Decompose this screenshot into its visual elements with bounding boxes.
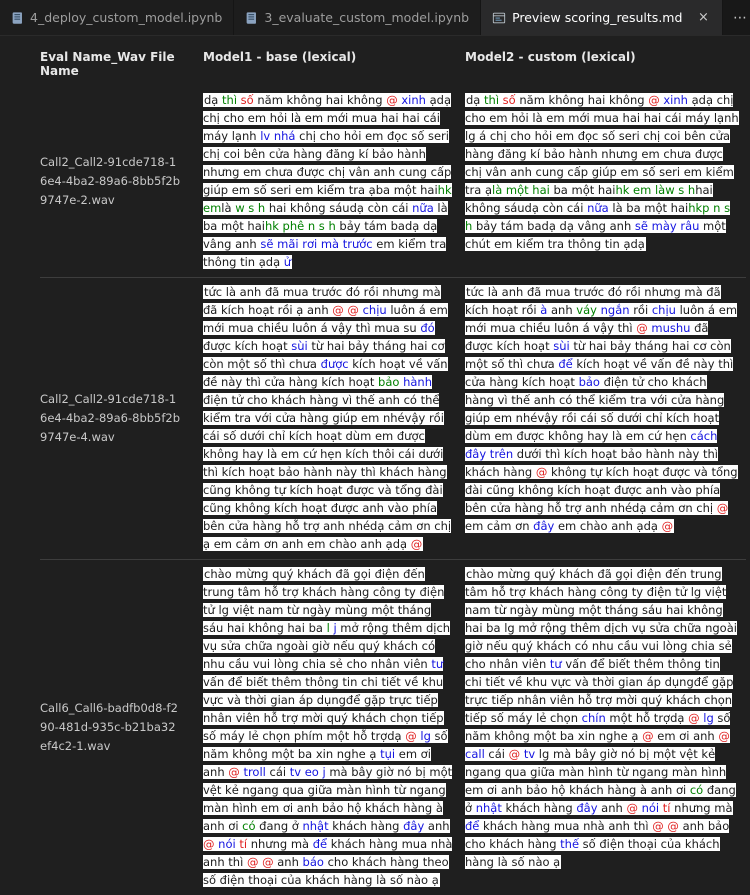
- col-header-model2: Model2 - custom (lexical): [465, 50, 636, 64]
- model1-transcript: tức là anh đã mua trước đó rồi nhưng mà đã kích hoạt rồi ạ anh @ @ chịu luôn á em mới mua chiều luôn á vậy thì mua su đó được kích hoạt sùi từ hai bảy tháng hai cơ còn một số thì chưa được kích hoạt về vấn đề này thì cửa hàng kích hoạt bảo hành điện tử cho khách hàng vì thế anh có thể kiểm tra với cửa hàng giúp em nhévậy rồi cái số dưới chỉ kích hoạt dùm em được không hay là em cứ hẹn kích thôi cái dưới thì kích hoạt bảo hành này thì khách hàng cũng không tự kích hoạt được và tổng đài cũng không kích hoạt được anh vào phía bên cửa hàng hỗ trợ anh nhédạ cảm ơn chị ạ em cảm ơn anh em chào anh ạdạ @: [203, 285, 452, 551]
- editor-tab[interactable]: [481, 0, 723, 35]
- wav-file-name: Call6_Call6-badfb0d8-f290-481d-935c-b21ba32ef4c2-1.wav: [40, 700, 178, 753]
- notebook-icon: [245, 11, 258, 25]
- model2-transcript: tức là anh đã mua trước đó rồi nhưng mà đã kích hoạt rồi à anh váy ngắn rồi chịu luôn á em mới mua chiều luôn á vậy thì @ mushu đã được kích hoạt sùi từ hai bảy tháng hai cơ còn một số thì chưa để kích hoạt về vấn đề này thì cửa hàng kích hoạt bảo điện tử cho khách hàng vì thế anh có thể kiểm tra với cửa hàng giúp em nhévậy rồi cái số dưới chỉ kích hoạt dùm em được không hay là em cứ hẹn cách đây trên dưới thì kích hoạt bảo hành này thì khách hàng @ không tự kích hoạt được và tổng đài cũng không kích hoạt được anh vào phía bên cửa hàng hỗ trợ anh nhédạ cảm ơn chị @ em cảm ơn đây em chào anh ạdạ @: [465, 285, 738, 533]
- tab-bar: [0, 0, 750, 36]
- table-row: [40, 560, 746, 895]
- model1-transcript: chào mừng quý khách đã gọi điện đến trung tâm hỗ trợ khách hàng công ty điện tử lg việt nam từ ngày mùng một tháng sáu hai không hai ba l j mở rộng thêm dịch vụ sửa chữa ngoài giờ nếu quý khách có nhu cầu vui lòng chia sẻ cho nhân viên tư vấn để biết thêm thông tin chi tiết về khu vực và thời gian áp dụngđể gặp trực tiếp nhân viên hỗ trợ mời quý khách chọn tiếp số máy lẻ chọn phím một hỗ trợdạ @ lg số năm không một ba xin nghe ạ tụi em ơi anh @ troll cái tv eo j mà bây giờ nó bị một vệt kẻ ngang qua giữa màn hình từ ngang màn hình em ơi anh bảo hộ khách hàng à anh ơi có đang ở nhật khách hàng đây anh @ nói tí nhưng mà để khách hàng mua nhà anh thì @ @ anh báo cho khách hàng theo số điện thoại của khách hàng là số nào ạ: [203, 567, 453, 887]
- tab-label: 4_deploy_custom_model.ipynb: [30, 10, 223, 25]
- results-table-body: [40, 86, 746, 895]
- wav-file-name: Call2_Call2-91cde718-16e4-4ba2-89a6-8bb5f2b9747e-2.wav: [40, 154, 181, 207]
- editor-tab[interactable]: [234, 0, 481, 35]
- table-row: [40, 86, 746, 278]
- model1-transcript: dạ thì số năm không hai không @ xinh ạdạ chị cho em hỏi là em mới mua hai hai cái máy lạnh lv nhá chị cho hỏi em đọc số seri chị coi bên cửa hàng đăng kí bảo hành nhưng em chưa được chị vân anh cung cấp giúp em số seri em kiểm tra ạba một haihk emlà w s h hai không sáudạ còn cái nữa là ba một haihk phê n s h bảy tám badạ dạ vâng anh sẽ mãi rơi mà trước em kiểm tra thông tin ạdạ ử: [203, 93, 452, 269]
- tab-close-icon[interactable]: ×: [697, 10, 709, 25]
- col-header-model1: Model1 - base (lexical): [203, 50, 357, 64]
- model2-transcript: dạ thì số năm không hai không @ xinh ạdạ chị cho em hỏi là em mới mua hai hai cái máy lạnh lg á chị cho hỏi em đọc số seri chị coi bên cửa hàng đăng kí bảo hành nhưng em chưa được chị vân anh cung cấp giúp em số seri em kiểm tra ạlà một hai ba một haihk em làw s hhai không sáudạ còn cái nữa là ba một haihkp n s h bảy tám badạ dạ vâng anh sẽ mày râu một chút em kiểm tra thông tin ạdạ: [465, 93, 739, 251]
- markdown-preview-icon: [492, 11, 506, 25]
- col-header-eval-name: Eval Name_Wav File Name: [40, 50, 175, 78]
- editor-tab[interactable]: [0, 0, 234, 35]
- tab-label: 3_evaluate_custom_model.ipynb: [264, 10, 470, 25]
- table-row: [40, 278, 746, 560]
- editor-actions-more[interactable]: ⋯: [733, 9, 748, 26]
- tab-label: Preview scoring_results.md: [512, 10, 683, 25]
- scoring-results-table: [40, 46, 746, 895]
- wav-file-name: Call2_Call2-91cde718-16e4-4ba2-89a6-8bb5f2b9747e-4.wav: [40, 391, 181, 444]
- notebook-icon: [11, 11, 24, 25]
- table-header-row: [40, 46, 746, 86]
- model2-transcript: chào mừng quý khách đã gọi điện đến trung tâm hỗ trợ khách hàng công ty điện tử lg việt nam từ ngày mùng một tháng sáu hai không hai ba lg mở rộng thêm dịch vụ sửa chữa ngoài giờ nếu quý khách có nhu cầu vui lòng chia sẻ cho nhân viên tư vấn để biết thêm thông tin chi tiết về khu vực và thời gian áp dụngđể gặp trực tiếp nhân viên hỗ trợ mời quý khách chọn tiếp số máy lẻ chọn chín một hỗ trợdạ @ lg số năm không một ba xin nghe ạ @ em ơi anh @ call cái @ tv lg mà bây giờ nó bị một vệt kẻ ngang qua giữa màn hình từ ngang màn hình em ơi anh bảo hộ khách hàng à anh ơi có đang ở nhật khách hàng đây anh @ nói tí nhưng mà để khách hàng mua nhà anh thì @ @ anh bảo cho khách hàng thế số điện thoại của khách hàng là số nào ạ: [465, 567, 737, 869]
